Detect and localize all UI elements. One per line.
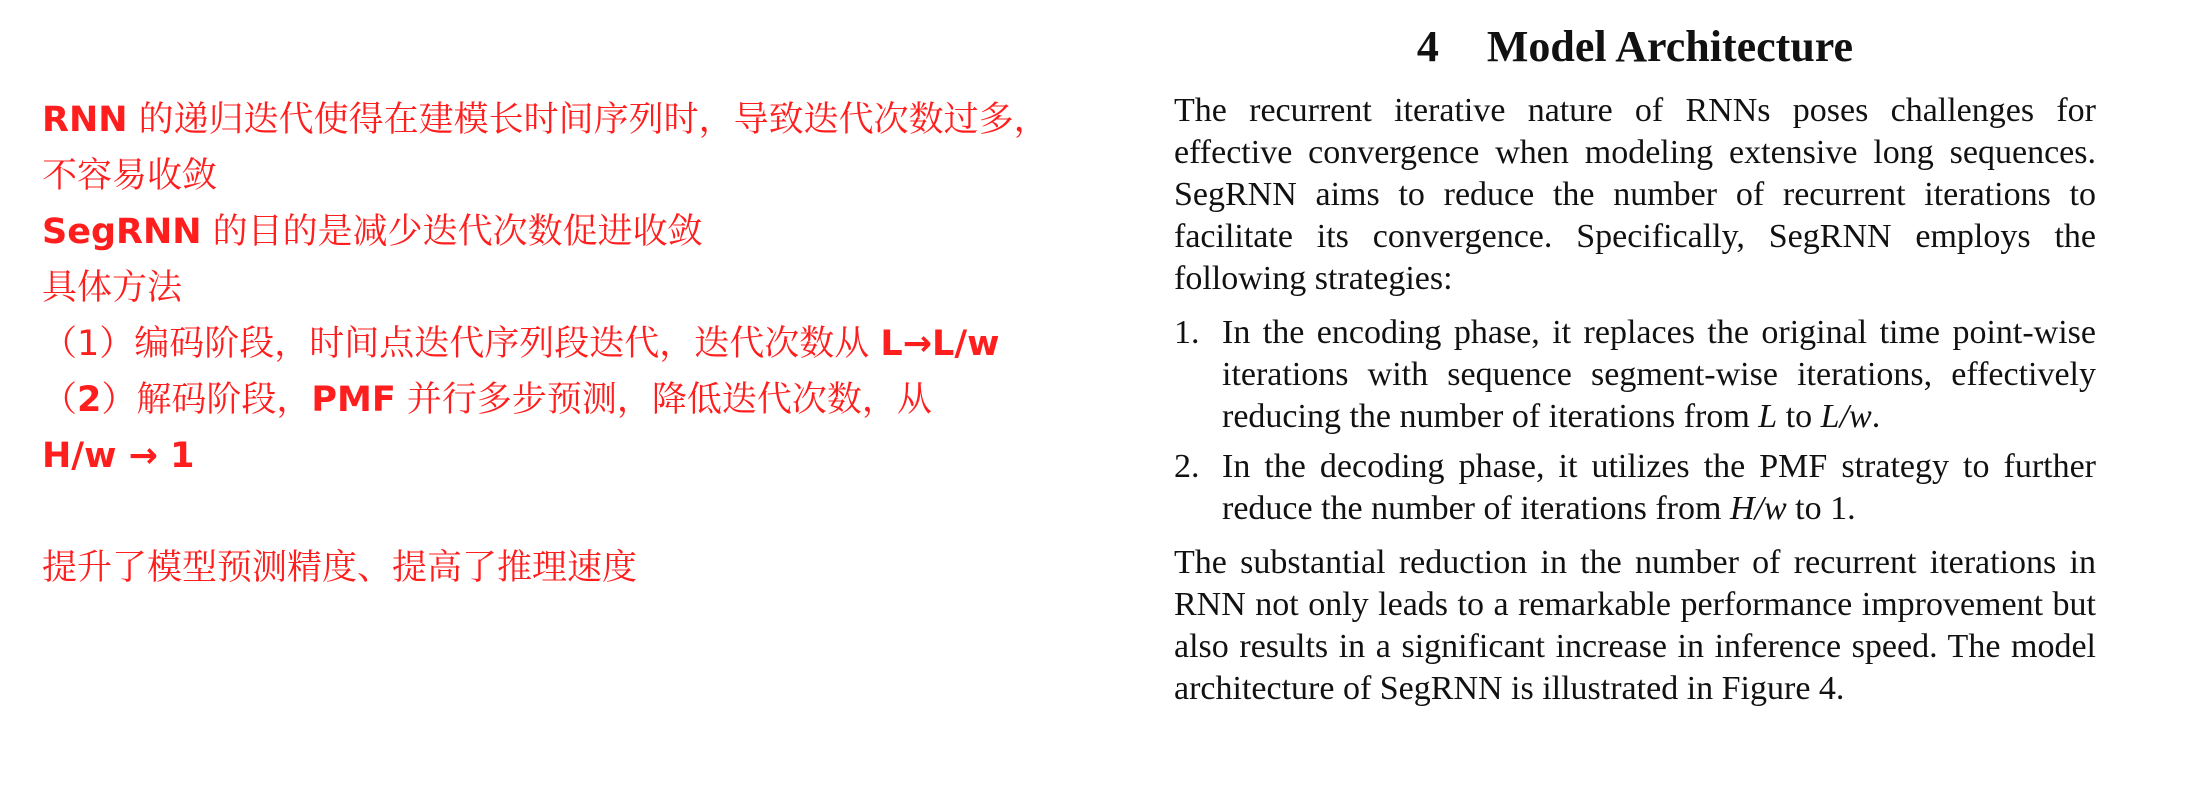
note-text: （: [42, 380, 78, 420]
intro-paragraph: The recurrent iterative nature of RNNs poses challenges for effective convergence when modeling extensive long sequences. SegRNN aims to reduce the number of recurrent iterations to facilitate its convergence. Specifically, SegRNN employs the following strategies:: [1174, 92, 2096, 297]
note-text: ）解码阶段，: [101, 380, 312, 420]
conclusion-paragraph: The substantial reduction in the number of recurrent iterations in RNN not only leads to a remarkable performance improvement but also results in a significant increase in inference speed. The model architecture of SegRNN is illustrated in Figure 4.: [1174, 544, 2096, 707]
note-text: 的目的是减少迭代次数促进收敛: [201, 212, 703, 252]
math-symbol: H/w: [1729, 490, 1787, 527]
note-line-5: [42, 316, 1162, 372]
list-text: In the encoding phase, it replaces the original time point-wise iterations with sequence segment-wise iterations, effectively reducing the number of iterations from: [1222, 314, 2096, 435]
note-spacer: [42, 484, 1162, 540]
note-text: 提升了模型预测精度、提高了推理速度: [42, 548, 638, 588]
note-line-7: [42, 428, 1162, 484]
note-line-2: [42, 148, 1162, 204]
note-line-8: [42, 540, 1162, 596]
strategy-list: [1174, 312, 2096, 530]
note-text: 不容易收敛: [42, 156, 218, 196]
note-line-1: [42, 92, 1162, 148]
note-term: SegRNN: [42, 212, 202, 252]
note-text: （1）编码阶段，时间点迭代序列段迭代，迭代次数从: [42, 324, 881, 364]
note-term: L→L/w: [880, 324, 1000, 364]
list-text: to: [1777, 398, 1821, 435]
paper-excerpt: [1174, 18, 2096, 710]
list-text: In the decoding phase, it utilizes the PMF strategy to further reduce the number of iterations from: [1222, 448, 2096, 527]
note-term: H/w → 1: [42, 436, 195, 476]
note-line-3: [42, 204, 1162, 260]
list-item: [1174, 446, 2096, 530]
list-text: .: [1871, 398, 1881, 435]
note-line-4: [42, 260, 1162, 316]
list-text: to 1: [1786, 490, 1848, 527]
note-term: PMF: [311, 380, 396, 420]
list-number: 2.: [1174, 448, 1200, 485]
note-text: 具体方法: [42, 268, 183, 308]
note-term: 2: [77, 380, 102, 420]
notes-panel: [42, 92, 1162, 596]
math-symbol: L/w: [1820, 398, 1872, 435]
note-text: 的递归迭代使得在建模长时间序列时，导致迭代次数过多，: [127, 100, 1049, 140]
section-number: 4: [1416, 22, 1439, 71]
list-item: [1174, 312, 2096, 438]
list-text: .: [1847, 490, 1856, 527]
note-term: RNN: [42, 100, 128, 140]
note-line-6: [42, 372, 1162, 428]
math-symbol: L: [1758, 398, 1778, 435]
section-heading: [1174, 18, 2096, 76]
note-text: 并行多步预测，降低迭代次数，从: [395, 380, 932, 420]
section-title: Model Architecture: [1486, 22, 1854, 71]
list-number: 1.: [1174, 314, 1200, 351]
